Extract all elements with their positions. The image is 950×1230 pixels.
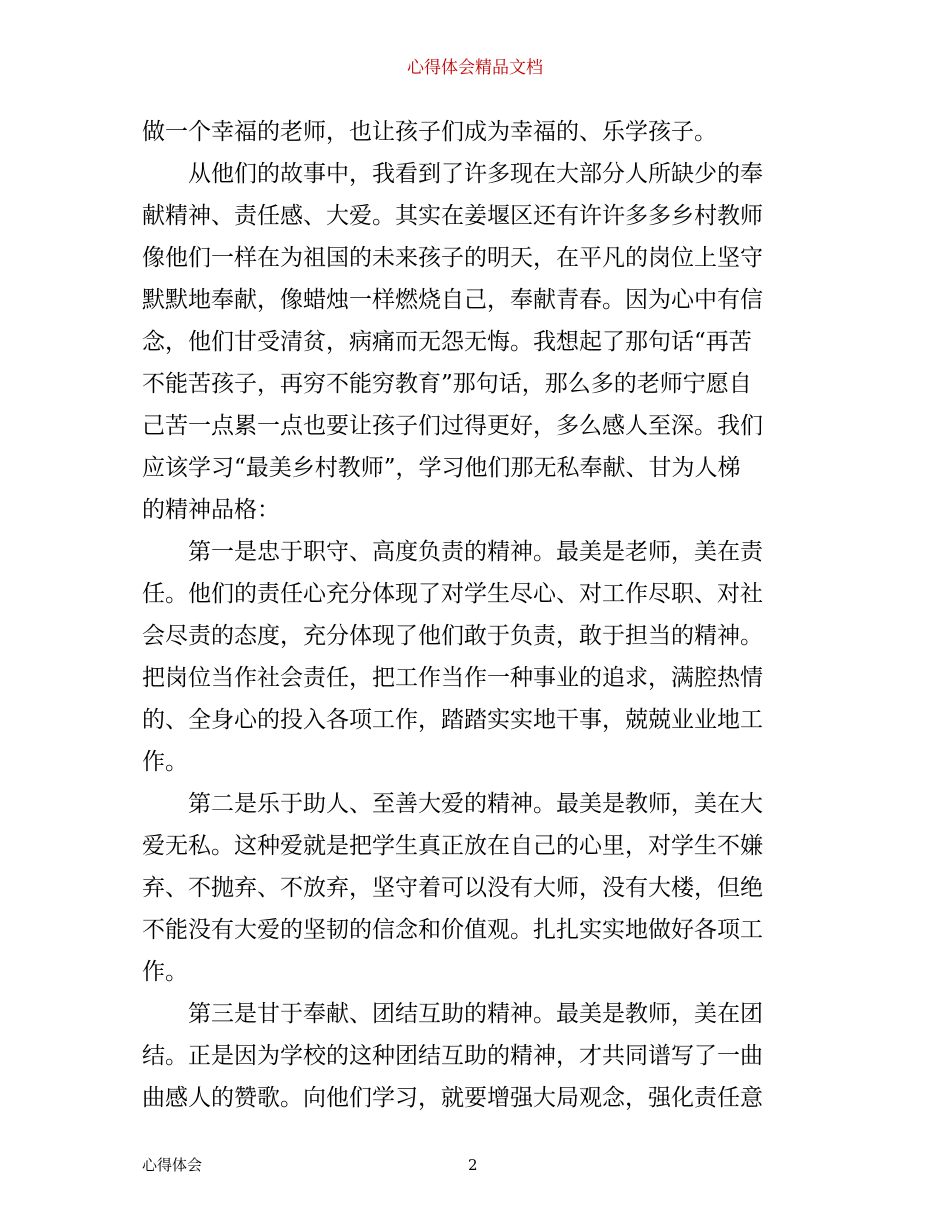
- text-line: 弃、不抛弃、不放弃，坚守着可以没有大师，没有大楼，但绝: [142, 875, 763, 901]
- text-line: 念，他们甘受清贫，病痛而无怨无悔。我想起了那句话“再苦: [142, 329, 752, 355]
- text-line: 的、全身心的投入各项工作，踏踏实实地干事，兢兢业业地工: [142, 707, 763, 733]
- text-line: 不能没有大爱的坚韧的信念和价值观。扎扎实实地做好各项工: [142, 917, 763, 943]
- paragraph-first-line: 从他们的故事中，我看到了许多现在大部分人所缺少的奉: [188, 161, 763, 187]
- page-header-title: 心得体会精品文档: [407, 58, 543, 78]
- footer-label: 心得体会: [142, 1156, 203, 1174]
- text-line: 任。他们的责任心充分体现了对学生尽心、对工作尽职、对社: [142, 581, 763, 607]
- paragraph-first-line: 第三是甘于奉献、团结互助的精神。最美是教师，美在团: [188, 1001, 763, 1027]
- text-line: 作。: [142, 749, 188, 775]
- text-line: 不能苦孩子，再穷不能穷教育”那句话，那么多的老师宁愿自: [142, 371, 752, 397]
- text-line: 献精神、责任感、大爱。其实在姜堰区还有许许多多乡村教师: [142, 203, 763, 229]
- page-number: 2: [468, 1156, 478, 1174]
- text-line: 爱无私。这种爱就是把学生真正放在自己的心里，对学生不嫌: [142, 833, 763, 859]
- text-line: 应该学习“最美乡村教师”，学习他们那无私奉献、甘为人梯: [142, 455, 741, 481]
- document-body: [142, 111, 814, 1119]
- paragraph-first-line: 第一是忠于职守、高度负责的精神。最美是老师，美在责: [188, 539, 763, 565]
- text-line: 的精神品格：: [142, 497, 280, 523]
- text-line: 做一个幸福的老师，也让孩子们成为幸福的、乐学孩子。: [142, 119, 717, 145]
- text-line: 把岗位当作社会责任，把工作当作一种事业的追求，满腔热情: [142, 665, 763, 691]
- paragraph-first-line: 第二是乐于助人、至善大爱的精神。最美是教师，美在大: [188, 791, 763, 817]
- text-line: 己苦一点累一点也要让孩子们过得更好，多么感人至深。我们: [142, 413, 763, 439]
- text-line: 作。: [142, 959, 188, 985]
- text-line: 结。正是因为学校的这种团结互助的精神，才共同谱写了一曲: [142, 1043, 763, 1069]
- text-line: 曲感人的赞歌。向他们学习，就要增强大局观念，强化责任意: [142, 1085, 763, 1111]
- text-line: 默默地奉献，像蜡烛一样燃烧自己，奉献青春。因为心中有信: [142, 287, 763, 313]
- text-line: 像他们一样在为祖国的未来孩子的明天，在平凡的岗位上坚守: [142, 245, 763, 271]
- text-line: 会尽责的态度，充分体现了他们敢于负责，敢于担当的精神。: [142, 623, 763, 649]
